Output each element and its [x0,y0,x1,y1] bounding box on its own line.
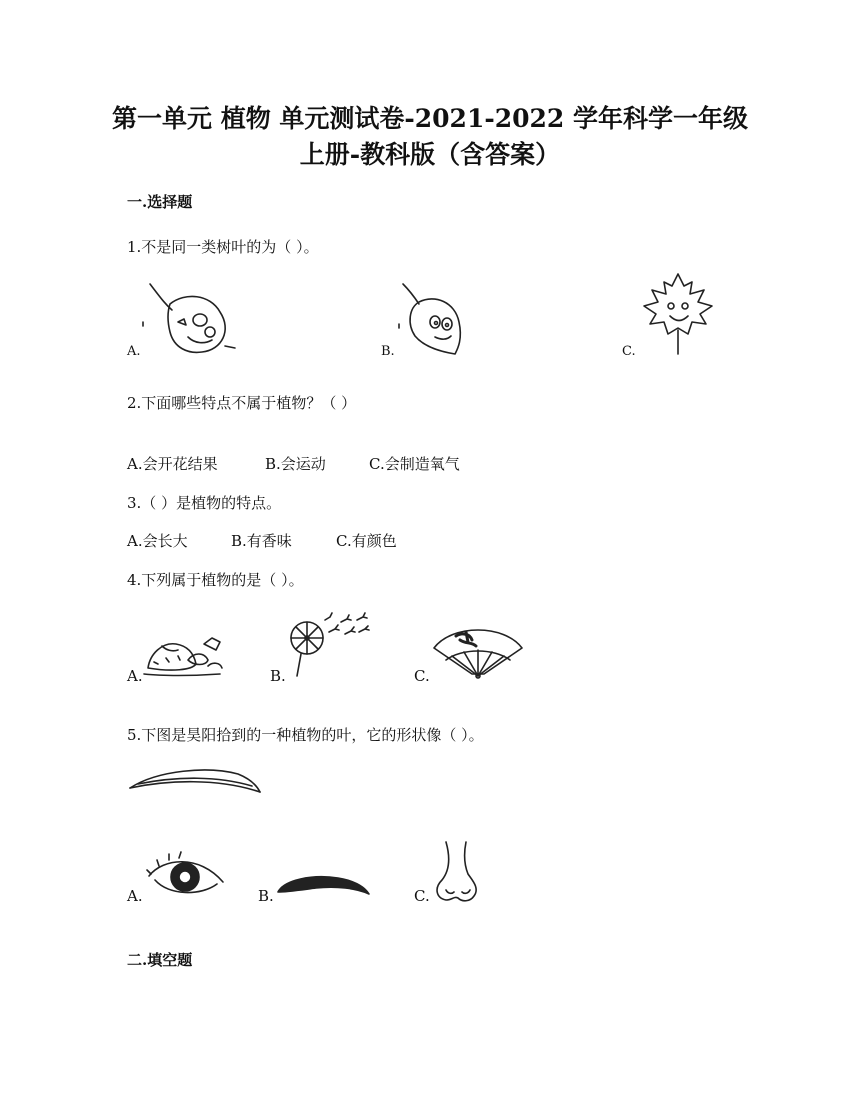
question-3-stem: 3.（ ）是植物的特点。 [127,494,282,512]
section-heading-choice: 一.选择题 [127,193,193,211]
page-title-line2: 上册-教科版（含答案） [299,140,561,169]
question-4-stem: 4.下列属于植物的是（ ）。 [127,571,304,589]
q3-option-c[interactable]: C.有颜色 [336,532,397,550]
q3-option-a[interactable]: A.会长大 [127,532,188,550]
q5-option-a-label[interactable]: A. [127,887,143,905]
question-5-stem: 5.下图是昊阳拾到的一种植物的叶，它的形状像（ ）。 [127,726,484,744]
nose-icon [428,840,488,906]
q2-option-c[interactable]: C.会制造氧气 [369,455,460,473]
round-leaf-with-face-icon [140,282,235,357]
q1-option-a-label[interactable]: A. [127,344,141,359]
q2-option-a[interactable]: A.会开花结果 [127,455,218,473]
willow-leaf-icon [128,766,262,796]
dandelion-icon [285,610,375,680]
question-1-stem: 1.不是同一类树叶的为（ ）。 [127,238,319,256]
folding-fan-icon [432,622,524,680]
q2-option-b[interactable]: B.会运动 [265,455,326,473]
eye-icon [145,852,227,898]
q3-option-b[interactable]: B.有香味 [231,532,292,550]
section-heading-fill-blank: 二.填空题 [127,951,193,969]
question-2-stem: 2.下面哪些特点不属于植物？（ ） [127,394,357,412]
q4-option-a-label[interactable]: A. [127,667,143,685]
heart-leaf-with-face-icon [395,282,470,357]
eyebrow-icon [276,872,371,898]
page-title-line1: 第一单元 植物 单元测试卷-2021-2022 学年科学一年级 [111,104,749,133]
q4-option-c-label[interactable]: C. [414,667,430,685]
q4-option-b-label[interactable]: B. [270,667,286,685]
q1-option-c-label[interactable]: C. [622,344,636,359]
maple-leaf-with-face-icon [638,272,718,357]
rocks-icon [142,628,227,678]
q1-option-b-label[interactable]: B. [381,344,395,359]
q5-option-c-label[interactable]: C. [414,887,430,905]
q5-option-b-label[interactable]: B. [258,887,274,905]
